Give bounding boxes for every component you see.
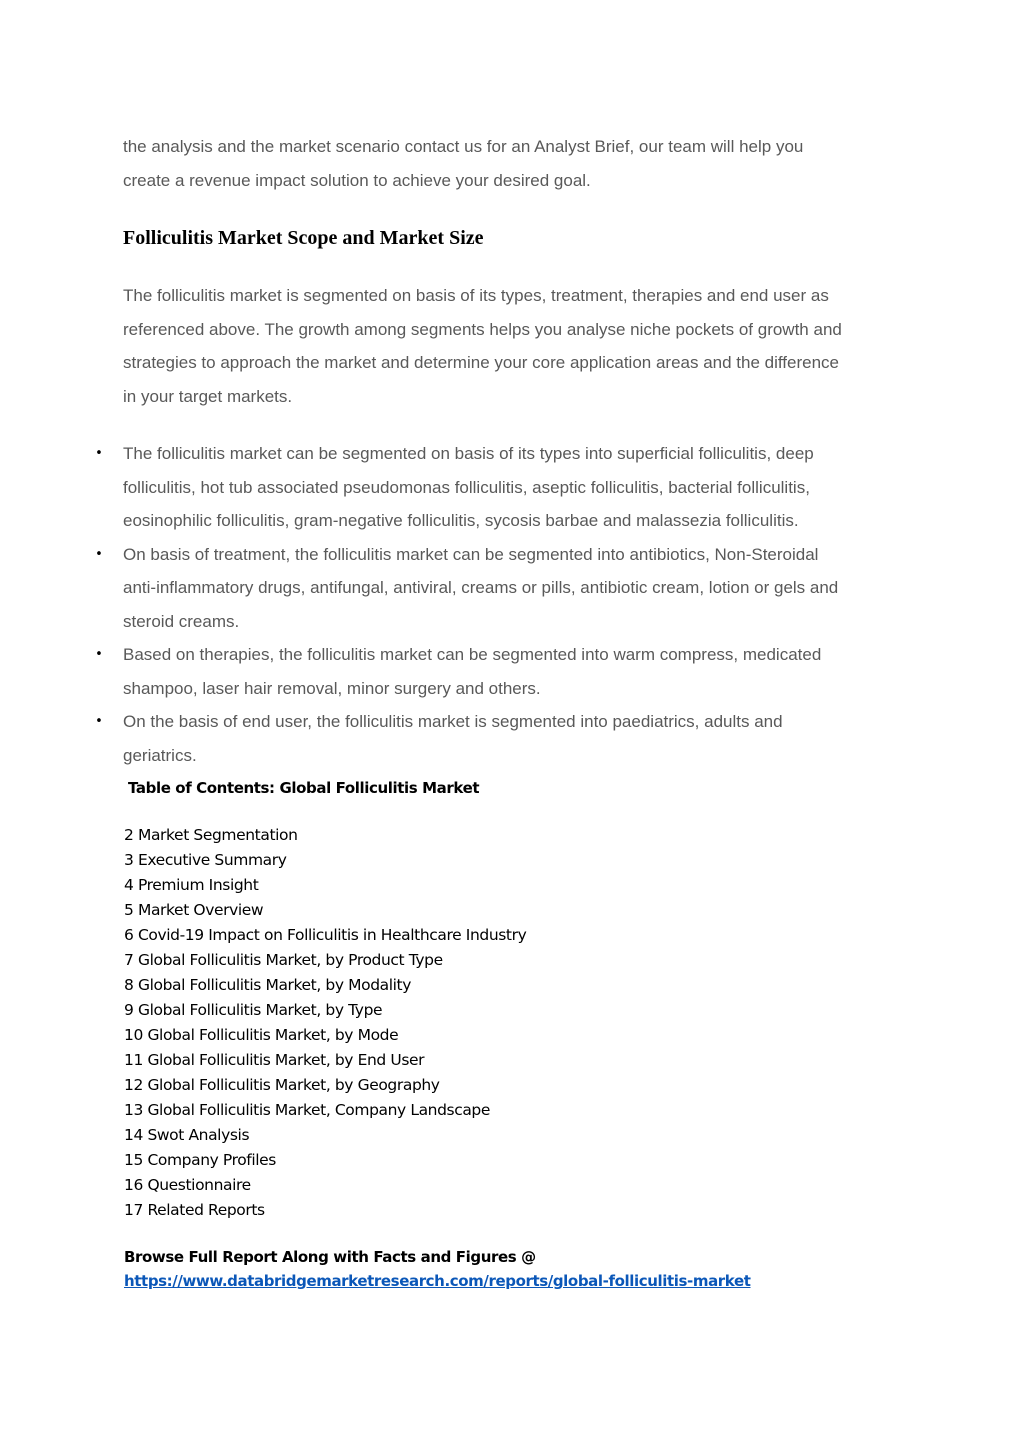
intro-paragraph	[123, 130, 903, 197]
toc-item: 3 Executive Summary	[124, 851, 287, 869]
toc-item: 5 Market Overview	[124, 901, 264, 919]
bullet-line: Based on therapies, the folliculitis market can be segmented into warm compress, medicated	[123, 645, 822, 664]
bullet-line: shampoo, laser hair removal, minor surgery and others.	[123, 678, 541, 698]
toc-item: 14 Swot Analysis	[124, 1126, 250, 1144]
toc-item: 6 Covid-19 Impact on Folliculitis in Healthcare Industry	[124, 926, 527, 944]
segmentation-bullet-list	[95, 437, 898, 772]
paragraph-line: The folliculitis market is segmented on basis of its types, treatment, therapies and end user as	[123, 286, 829, 305]
paragraph-line: referenced above. The growth among segments helps you analyse niche pockets of growth and	[123, 319, 842, 339]
toc-item: 7 Global Folliculitis Market, by Product Type	[124, 951, 443, 969]
bullet-line: steroid creams.	[123, 611, 240, 631]
paragraph-line: in your target markets.	[123, 386, 293, 406]
bullet-item-types	[95, 437, 898, 538]
bullet-line: eosinophilic folliculitis, gram-negative folliculitis, sycosis barbae and malassezia folliculitis.	[123, 511, 799, 530]
toc-item: 4 Premium Insight	[124, 876, 259, 894]
browse-report-block	[124, 1245, 751, 1293]
scope-heading: Folliculitis Market Scope and Market Size	[123, 227, 484, 249]
bullet-line: The folliculitis market can be segmented on basis of its types into superficial folliculitis, deep	[123, 444, 814, 463]
bullet-item-end-user	[95, 705, 898, 772]
bullet-line: On basis of treatment, the folliculitis market can be segmented into antibiotics, Non-Steroidal	[123, 544, 819, 564]
bullet-item-therapies	[95, 638, 898, 705]
toc-item: 15 Company Profiles	[124, 1151, 276, 1169]
paragraph-line: strategies to approach the market and determine your core application areas and the difference	[123, 353, 840, 372]
bullet-icon: •	[95, 714, 103, 729]
toc-item: 9 Global Folliculitis Market, by Type	[124, 1001, 383, 1019]
toc-item: 10 Global Folliculitis Market, by Mode	[124, 1026, 399, 1044]
bullet-icon: •	[95, 647, 103, 662]
bullet-icon: •	[95, 546, 103, 562]
toc-list	[124, 823, 526, 1223]
bullet-item-treatment	[95, 538, 898, 639]
bullet-line: geriatrics.	[123, 745, 197, 765]
toc-item: 16 Questionnaire	[124, 1176, 251, 1194]
intro-line: create a revenue impact solution to achieve your desired goal.	[123, 170, 591, 190]
toc-item: 2 Market Segmentation	[124, 826, 298, 844]
toc-heading: Table of Contents: Global Folliculitis Market	[128, 779, 480, 797]
browse-label: Browse Full Report Along with Facts and Figures @	[124, 1248, 536, 1266]
scope-paragraph	[123, 279, 893, 413]
toc-item: 17 Related Reports	[124, 1201, 265, 1219]
toc-item: 8 Global Folliculitis Market, by Modality	[124, 976, 412, 994]
bullet-line: folliculitis, hot tub associated pseudomonas folliculitis, aseptic folliculitis, bacterial folliculitis,	[123, 477, 810, 497]
bullet-icon: •	[95, 446, 103, 461]
bullet-line: anti-inflammatory drugs, antifungal, antiviral, creams or pills, antibiotic cream, lotion or gels and	[123, 578, 839, 597]
toc-item: 12 Global Folliculitis Market, by Geography	[124, 1076, 440, 1094]
toc-item: 11 Global Folliculitis Market, by End User	[124, 1051, 425, 1069]
toc-item: 13 Global Folliculitis Market, Company Landscape	[124, 1101, 490, 1119]
intro-line: the analysis and the market scenario contact us for an Analyst Brief, our team will help you	[123, 137, 804, 156]
report-link[interactable]: https://www.databridgemarketresearch.com/reports/global-folliculitis-market	[124, 1272, 751, 1290]
bullet-line: On the basis of end user, the folliculitis market is segmented into paediatrics, adults and	[123, 712, 783, 731]
